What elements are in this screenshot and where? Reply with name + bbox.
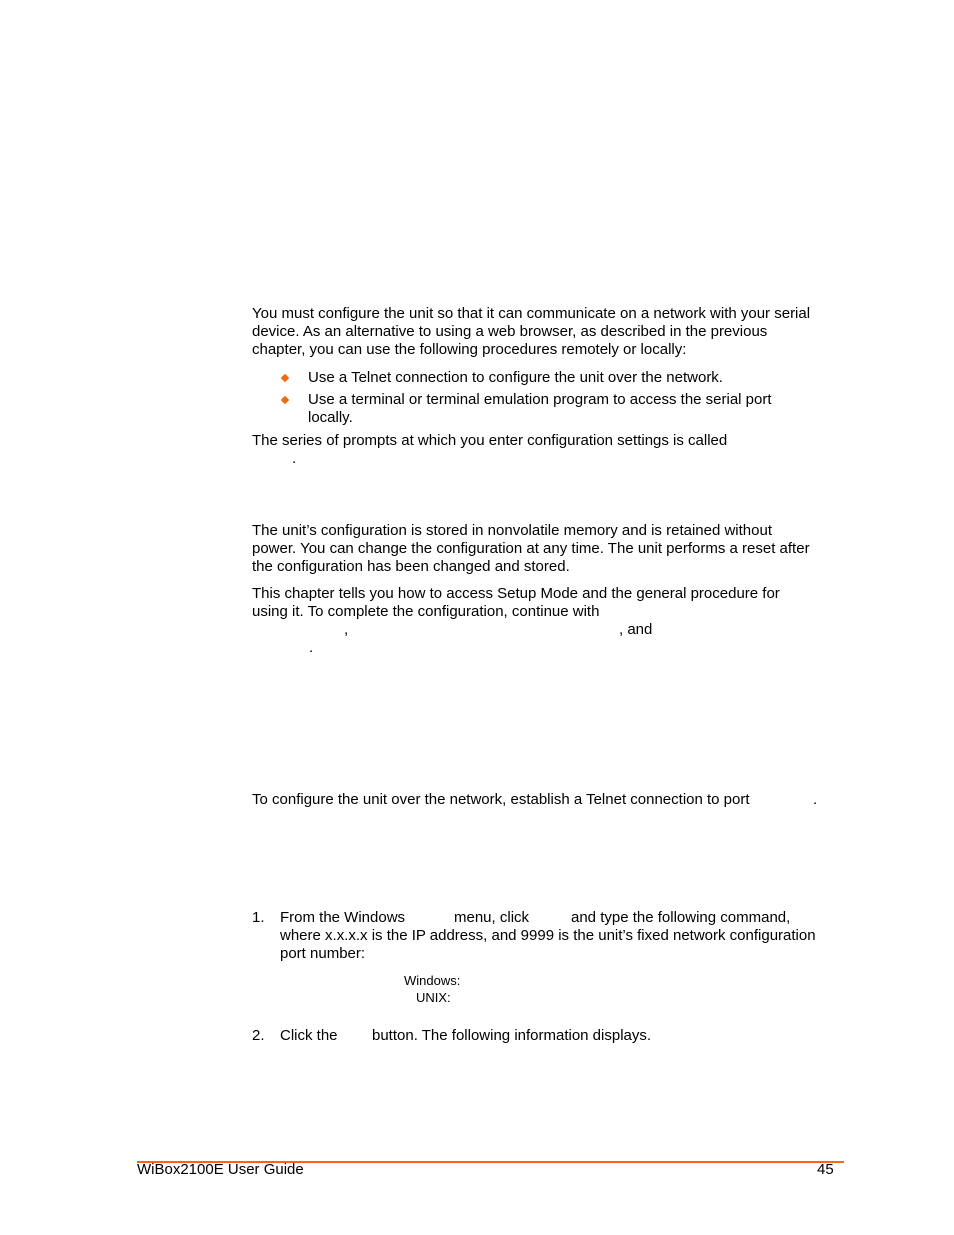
intro-line-2: device. As an alternative to using a web browser, as described in the previous [252, 323, 768, 340]
step-1-line-2: where x.x.x.x is the IP address, and 9999 is the unit’s fixed network configuration [280, 927, 816, 944]
intro-line-1: You must configure the unit so that it can communicate on a network with your serial [252, 305, 811, 322]
chapter-comma: , [344, 621, 349, 638]
step-2-text-a: Click the [280, 1027, 338, 1044]
setup-mode-line-1: The series of prompts at which you enter configuration settings is called [252, 432, 728, 449]
step-2-number: 2. [252, 1027, 265, 1044]
bullet-diamond-icon [281, 396, 289, 404]
storage-line-2: power. You can change the configuration at any time. The unit performs a reset after [252, 540, 810, 557]
bullet-1-text: Use a Telnet connection to configure the unit over the network. [308, 369, 723, 386]
footer-title: WiBox2100E User Guide [137, 1161, 304, 1178]
storage-line-1: The unit’s configuration is stored in nonvolatile memory and is retained without [252, 522, 773, 539]
intro-line-3: chapter, you can use the following procedures remotely or locally: [252, 341, 687, 358]
chapter-line-2: using it. To complete the configuration, continue with [252, 603, 600, 620]
step-1-text-c: and type the following command, [571, 909, 791, 926]
bullet-2-text: Use a terminal or terminal emulation program to access the serial port [308, 391, 772, 408]
unix-label: UNIX: [416, 990, 451, 1005]
setup-mode-line-2: . [292, 450, 297, 467]
page-number: 45 [817, 1161, 834, 1178]
bullet-2-text-cont: locally. [308, 409, 353, 426]
telnet-intro-period: . [813, 791, 818, 808]
chapter-and: , and [619, 621, 653, 638]
step-1-text-b: menu, click [454, 909, 530, 926]
step-1-text-a: From the Windows [280, 909, 406, 926]
chapter-period: . [309, 639, 314, 656]
step-2-text-b: button. The following information displays. [372, 1027, 652, 1044]
windows-label: Windows: [404, 973, 461, 988]
telnet-intro: To configure the unit over the network, establish a Telnet connection to port [252, 791, 750, 808]
step-1-line-3: port number: [280, 945, 366, 962]
chapter-line-1: This chapter tells you how to access Setup Mode and the general procedure for [252, 585, 780, 602]
step-1-number: 1. [252, 909, 265, 926]
storage-line-3: the configuration has been changed and stored. [252, 558, 570, 575]
bullet-diamond-icon [281, 374, 289, 382]
